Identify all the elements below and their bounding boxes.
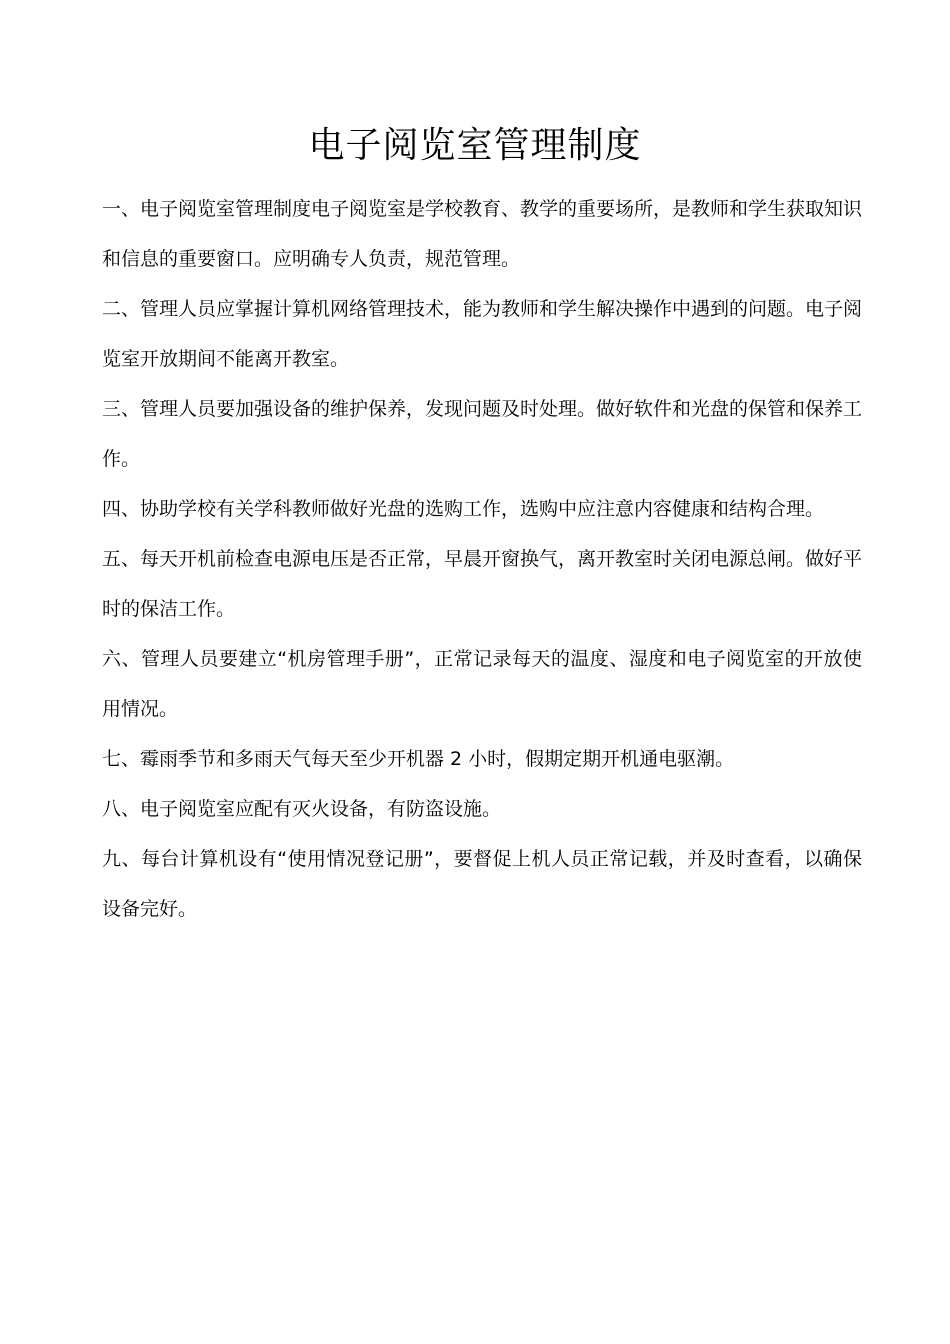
paragraph-5: 五、每天开机前检查电源电压是否正常，早晨开窗换气，离开教室时关闭电源总闸。做好平时的保洁工作。 [102,548,863,620]
paragraph-3: 三、管理人员要加强设备的维护保养，发现问题及时处理。做好软件和光盘的保管和保养工作。 [102,398,863,470]
paragraph-1: 一、电子阅览室管理制度电子阅览室是学校教育、教学的重要场所，是教师和学生获取知识和信息的重要窗口。应明确专人负责，规范管理。 [102,198,863,270]
document-body [102,184,862,934]
paragraph-6: 六、管理人员要建立“机房管理手册”，正常记录每天的温度、湿度和电子阅览室的开放使用情况。 [102,648,862,720]
paragraph-2: 二、管理人员应掌握计算机网络管理技术，能为教师和学生解决操作中遇到的问题。电子阅览室开放期间不能离开教室。 [102,298,863,370]
paragraph-4: 四、协助学校有关学科教师做好光盘的选购工作，选购中应注意内容健康和结构合理。 [102,498,825,520]
document-title: 电子阅览室管理制度 [308,125,642,166]
paragraph-9: 九、每台计算机设有“使用情况登记册”，要督促上机人员正常记载，并及时查看，以确保设备完好。 [102,848,862,920]
paragraph-8: 八、电子阅览室应配有灭火设备，有防盗设施。 [102,798,502,820]
paragraph-7: 七、霉雨季节和多雨天气每天至少开机器 2 小时，假期定期开机通电驱潮。 [102,748,735,770]
